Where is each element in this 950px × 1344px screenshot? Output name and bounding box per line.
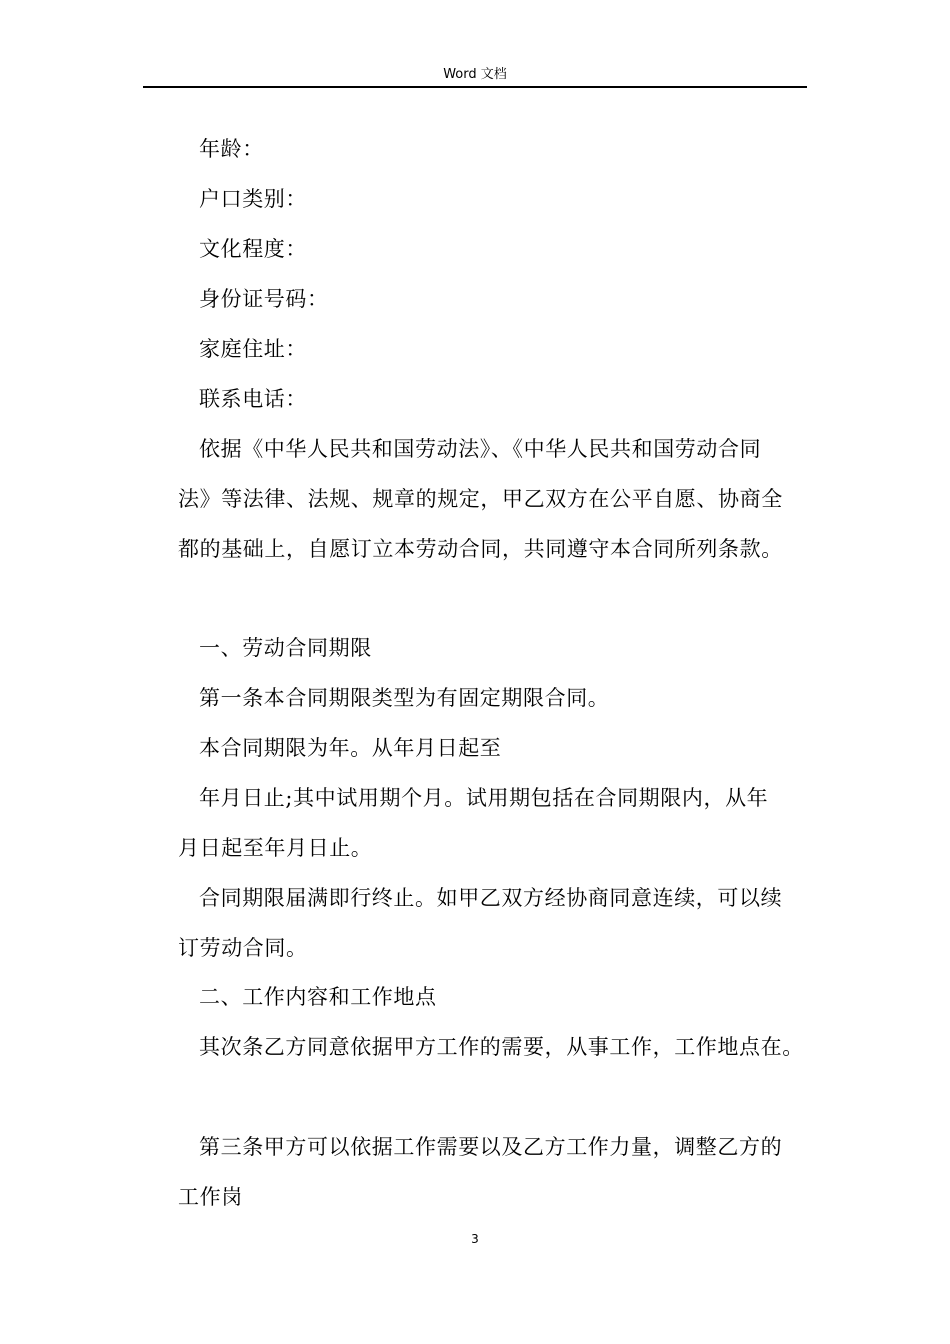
header-divider xyxy=(143,86,807,88)
text-line: 户口类别： xyxy=(199,187,307,211)
section-heading: 二、工作内容和工作地点 xyxy=(199,985,437,1009)
text-line: 年龄： xyxy=(199,137,264,161)
text-line: 其次条乙方同意依据甲方工作的需要，从事工作，工作地点在。 xyxy=(199,1035,804,1059)
header-title: Word 文档 xyxy=(443,67,507,82)
text-line: 家庭住址： xyxy=(199,337,307,361)
text-line: 身份证号码： xyxy=(199,287,329,311)
text-line: 联系电话： xyxy=(199,387,307,411)
text-line: 工作岗 xyxy=(178,1185,243,1209)
text-line: 订劳动合同。 xyxy=(178,936,308,960)
text-line: 月日起至年月日止。 xyxy=(178,836,373,860)
text-line: 年月日止;其中试用期个月。试用期包括在合同期限内，从年 xyxy=(199,786,769,810)
page-number: 3 xyxy=(471,1232,479,1246)
text-line: 文化程度： xyxy=(199,237,307,261)
text-line: 依据《中华人民共和国劳动法》、《中华人民共和国劳动合同 xyxy=(199,437,762,461)
text-line: 合同期限届满即行终止。如甲乙双方经协商同意连续，可以续 xyxy=(199,886,783,910)
text-line: 第三条甲方可以依据工作需要以及乙方工作力量，调整乙方的 xyxy=(199,1135,783,1159)
text-line: 都的基础上，自愿订立本劳动合同，共同遵守本合同所列条款。 xyxy=(178,537,783,561)
text-line: 法》等法律、法规、规章的规定，甲乙双方在公平自愿、协商全 xyxy=(178,487,783,511)
section-heading: 一、劳动合同期限 xyxy=(199,636,372,660)
text-line: 本合同期限为年。从年月日起至 xyxy=(199,736,502,760)
text-line: 第一条本合同期限类型为有固定期限合同。 xyxy=(199,686,610,710)
